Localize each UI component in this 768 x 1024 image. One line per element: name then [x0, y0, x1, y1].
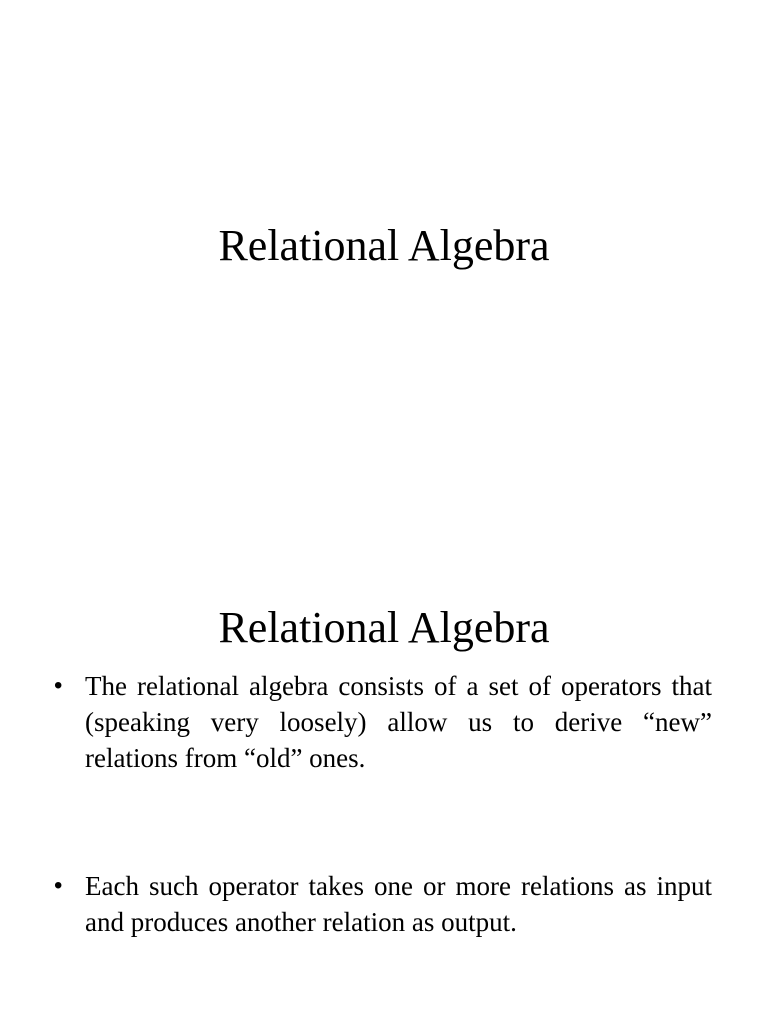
bullet-text: The relational algebra consists of a set of operators that (speaking very loosely) allow us to derive “new” relations from “old” ones. — [85, 671, 712, 773]
slide-title: Relational Algebra — [218, 221, 550, 270]
bullet-icon: • — [54, 672, 63, 699]
bullet-item — [52, 868, 712, 940]
bullet-text: Each such operator takes one or more relations as input and produces another relation as output. — [85, 871, 712, 937]
bullet-icon: • — [54, 872, 63, 899]
slide-heading: Relational Algebra — [218, 603, 550, 652]
bullet-item — [52, 668, 712, 776]
content-slide — [0, 576, 768, 1024]
